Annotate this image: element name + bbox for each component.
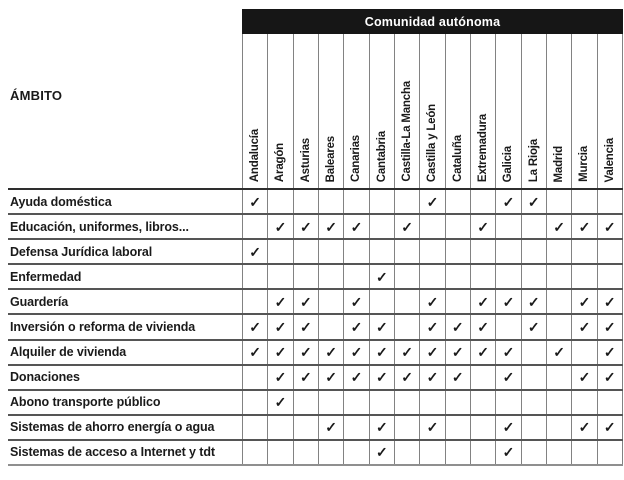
check-cell-asturias	[293, 215, 318, 238]
check-cell-extremadura	[470, 416, 495, 439]
check-cell-la-rioja	[521, 215, 546, 238]
column-header-label: Murcia	[578, 146, 591, 182]
check-cell-baleares	[318, 215, 343, 238]
check-cell-cataluna	[445, 240, 470, 263]
row-axis-title: ÁMBITO	[10, 88, 63, 103]
check-cell-cataluna	[445, 265, 470, 288]
check-icon: ✓	[375, 344, 388, 361]
check-icon: ✓	[299, 293, 312, 310]
check-cell-cantabria	[369, 416, 394, 439]
check-cell-galicia	[495, 190, 520, 213]
table-row-alquiler-de-vivienda	[8, 341, 623, 366]
check-cell-aragon	[267, 215, 292, 238]
check-icon: ✓	[249, 193, 262, 210]
check-cell-extremadura	[470, 341, 495, 364]
check-cell-madrid	[546, 190, 571, 213]
check-cell-valencia	[597, 416, 623, 439]
check-cell-aragon	[267, 366, 292, 389]
check-cell-la-rioja	[521, 265, 546, 288]
column-header-label: Baleares	[325, 135, 338, 182]
check-cell-cataluna	[445, 416, 470, 439]
check-cell-extremadura	[470, 190, 495, 213]
check-cell-madrid	[546, 441, 571, 464]
check-cell-baleares	[318, 190, 343, 213]
check-icon: ✓	[274, 394, 287, 411]
check-icon: ✓	[603, 218, 616, 235]
check-icon: ✓	[502, 419, 515, 436]
column-header-murcia	[571, 34, 596, 188]
check-cell-asturias	[293, 441, 318, 464]
check-icon: ✓	[603, 319, 616, 336]
column-header-label: La Rioja	[527, 138, 540, 182]
check-cell-cataluna	[445, 441, 470, 464]
check-cell-andalucia	[242, 416, 267, 439]
check-cell-castilla-la-mancha	[394, 265, 419, 288]
check-cell-castilla-la-mancha	[394, 366, 419, 389]
check-cell-madrid	[546, 366, 571, 389]
check-cell-castilla-y-leon	[419, 341, 444, 364]
check-icon: ✓	[578, 319, 591, 336]
check-icon: ✓	[603, 293, 616, 310]
column-header-castilla-y-leon	[419, 34, 444, 188]
check-cell-andalucia	[242, 290, 267, 313]
table-row-abono-transporte-publico	[8, 391, 623, 416]
check-cell-baleares	[318, 315, 343, 338]
check-cell-valencia	[597, 215, 623, 238]
check-cell-andalucia	[242, 315, 267, 338]
check-cell-madrid	[546, 240, 571, 263]
check-cell-madrid	[546, 391, 571, 414]
check-icon: ✓	[325, 369, 338, 386]
check-icon: ✓	[603, 344, 616, 361]
check-cell-andalucia	[242, 190, 267, 213]
check-cell-la-rioja	[521, 416, 546, 439]
check-cell-murcia	[571, 215, 596, 238]
check-cell-castilla-y-leon	[419, 391, 444, 414]
check-cell-asturias	[293, 265, 318, 288]
check-cell-andalucia	[242, 366, 267, 389]
check-cell-castilla-y-leon	[419, 290, 444, 313]
check-icon: ✓	[553, 344, 565, 361]
column-header-la-rioja	[521, 34, 546, 188]
check-cell-baleares	[318, 416, 343, 439]
check-icon: ✓	[426, 344, 439, 361]
check-cell-galicia	[495, 441, 520, 464]
check-cell-baleares	[318, 240, 343, 263]
column-header-galicia	[495, 34, 520, 188]
check-icon: ✓	[299, 218, 312, 235]
check-icon: ✓	[451, 344, 464, 361]
check-icon: ✓	[553, 218, 565, 235]
table-row-donaciones	[8, 366, 623, 391]
column-header-label: Extremadura	[477, 113, 490, 182]
check-cell-madrid	[546, 315, 571, 338]
check-cell-asturias	[293, 315, 318, 338]
check-cell-galicia	[495, 391, 520, 414]
check-icon: ✓	[477, 293, 489, 310]
check-cell-andalucia	[242, 265, 267, 288]
check-cell-canarias	[343, 441, 368, 464]
check-cell-madrid	[546, 265, 571, 288]
check-cell-cantabria	[369, 441, 394, 464]
check-cell-aragon	[267, 265, 292, 288]
check-cell-asturias	[293, 290, 318, 313]
check-cell-aragon	[267, 240, 292, 263]
check-icon: ✓	[578, 419, 591, 436]
check-cell-la-rioja	[521, 315, 546, 338]
check-cell-cantabria	[369, 391, 394, 414]
check-cell-cantabria	[369, 290, 394, 313]
check-cell-castilla-la-mancha	[394, 290, 419, 313]
check-cell-cataluna	[445, 391, 470, 414]
check-cell-madrid	[546, 290, 571, 313]
check-icon: ✓	[249, 319, 262, 336]
check-icon: ✓	[350, 218, 363, 235]
check-cell-aragon	[267, 416, 292, 439]
check-cell-galicia	[495, 366, 520, 389]
column-header-label: Madrid	[553, 145, 566, 182]
check-cell-canarias	[343, 341, 368, 364]
check-cell-castilla-y-leon	[419, 416, 444, 439]
check-icon: ✓	[375, 369, 388, 386]
check-cell-murcia	[571, 366, 596, 389]
column-header-label: Valencia	[603, 137, 616, 182]
check-icon: ✓	[477, 319, 489, 336]
table-row-guarderia	[8, 290, 623, 315]
check-icon: ✓	[527, 319, 540, 336]
check-cell-la-rioja	[521, 391, 546, 414]
check-cell-canarias	[343, 366, 368, 389]
row-label: Inversión o reforma de vivienda	[10, 320, 196, 335]
column-header-label: Asturias	[299, 137, 312, 182]
check-cell-galicia	[495, 265, 520, 288]
check-cell-valencia	[597, 290, 623, 313]
column-header-label: Andalucía	[249, 128, 262, 182]
column-header-castilla-la-mancha	[394, 34, 419, 188]
check-cell-asturias	[293, 391, 318, 414]
column-header-label: Cantabria	[375, 130, 388, 182]
check-icon: ✓	[477, 218, 489, 235]
check-cell-castilla-la-mancha	[394, 215, 419, 238]
check-icon: ✓	[578, 218, 591, 235]
check-cell-cataluna	[445, 190, 470, 213]
check-icon: ✓	[249, 344, 262, 361]
column-header-label: Castilla y León	[426, 103, 439, 182]
check-icon: ✓	[274, 369, 287, 386]
check-cell-cataluna	[445, 366, 470, 389]
check-cell-castilla-la-mancha	[394, 416, 419, 439]
check-icon: ✓	[299, 319, 312, 336]
check-cell-castilla-y-leon	[419, 441, 444, 464]
check-cell-la-rioja	[521, 366, 546, 389]
check-icon: ✓	[350, 293, 363, 310]
check-icon: ✓	[325, 419, 338, 436]
check-cell-aragon	[267, 190, 292, 213]
column-group-title: Comunidad autónoma	[364, 14, 501, 29]
row-label: Guardería	[10, 294, 69, 309]
column-header-baleares	[318, 34, 343, 188]
check-icon: ✓	[603, 369, 616, 386]
check-cell-valencia	[597, 391, 623, 414]
check-icon: ✓	[274, 319, 287, 336]
row-label: Abono transporte público	[10, 395, 161, 410]
check-cell-valencia	[597, 366, 623, 389]
check-cell-extremadura	[470, 215, 495, 238]
check-icon: ✓	[426, 319, 439, 336]
column-header-canarias	[343, 34, 368, 188]
check-cell-extremadura	[470, 290, 495, 313]
check-cell-cantabria	[369, 366, 394, 389]
check-cell-castilla-y-leon	[419, 315, 444, 338]
check-cell-canarias	[343, 240, 368, 263]
check-icon: ✓	[578, 369, 591, 386]
check-cell-castilla-la-mancha	[394, 441, 419, 464]
check-cell-asturias	[293, 416, 318, 439]
check-cell-extremadura	[470, 441, 495, 464]
check-cell-cataluna	[445, 215, 470, 238]
check-icon: ✓	[502, 444, 515, 461]
check-cell-baleares	[318, 290, 343, 313]
check-icon: ✓	[477, 344, 489, 361]
row-label: Educación, uniformes, libros...	[10, 219, 189, 234]
check-icon: ✓	[299, 369, 312, 386]
check-cell-castilla-la-mancha	[394, 315, 419, 338]
check-cell-asturias	[293, 240, 318, 263]
check-cell-castilla-y-leon	[419, 190, 444, 213]
check-cell-canarias	[343, 315, 368, 338]
row-label: Alquiler de vivienda	[10, 345, 127, 360]
check-icon: ✓	[603, 419, 616, 436]
check-cell-aragon	[267, 391, 292, 414]
check-cell-la-rioja	[521, 341, 546, 364]
column-header-extremadura	[470, 34, 495, 188]
check-icon: ✓	[375, 419, 388, 436]
check-cell-aragon	[267, 290, 292, 313]
check-cell-extremadura	[470, 240, 495, 263]
column-header-label: Canarias	[350, 135, 363, 182]
column-header-label: Castilla-La Mancha	[401, 81, 414, 182]
check-icon: ✓	[426, 419, 439, 436]
check-icon: ✓	[375, 319, 388, 336]
check-cell-murcia	[571, 190, 596, 213]
check-icon: ✓	[350, 369, 363, 386]
check-cell-cantabria	[369, 265, 394, 288]
check-cell-galicia	[495, 215, 520, 238]
check-cell-extremadura	[470, 265, 495, 288]
table-row-ayuda-domestica	[8, 190, 623, 215]
check-icon: ✓	[325, 218, 338, 235]
check-cell-la-rioja	[521, 441, 546, 464]
column-header-cantabria	[369, 34, 394, 188]
check-icon: ✓	[527, 193, 540, 210]
column-headers	[242, 34, 623, 188]
check-icon: ✓	[401, 369, 413, 386]
check-icon: ✓	[375, 444, 388, 461]
check-icon: ✓	[502, 293, 515, 310]
check-cell-valencia	[597, 341, 623, 364]
column-group-header	[242, 9, 623, 34]
check-cell-galicia	[495, 315, 520, 338]
row-label: Enfermedad	[10, 269, 82, 284]
check-cell-andalucia	[242, 441, 267, 464]
check-cell-andalucia	[242, 240, 267, 263]
check-icon: ✓	[502, 193, 515, 210]
check-icon: ✓	[451, 319, 464, 336]
check-cell-baleares	[318, 441, 343, 464]
check-cell-la-rioja	[521, 190, 546, 213]
table-row-defensa-juridica-laboral	[8, 240, 623, 265]
check-icon: ✓	[426, 193, 439, 210]
row-label: Donaciones	[10, 370, 80, 385]
check-icon: ✓	[527, 293, 540, 310]
check-cell-cantabria	[369, 341, 394, 364]
check-cell-baleares	[318, 366, 343, 389]
check-icon: ✓	[249, 243, 262, 260]
table-row-sistemas-de-acceso-a-internet-y-tdt	[8, 441, 623, 466]
column-header-asturias	[293, 34, 318, 188]
row-label: Sistemas de acceso a Internet y tdt	[10, 445, 215, 460]
column-header-cataluna	[445, 34, 470, 188]
check-icon: ✓	[426, 293, 439, 310]
check-cell-galicia	[495, 240, 520, 263]
check-icon: ✓	[325, 344, 338, 361]
check-cell-baleares	[318, 265, 343, 288]
check-cell-madrid	[546, 215, 571, 238]
check-icon: ✓	[502, 369, 515, 386]
column-header-label: Cataluña	[451, 135, 464, 182]
check-cell-cataluna	[445, 290, 470, 313]
check-cell-baleares	[318, 341, 343, 364]
check-cell-valencia	[597, 441, 623, 464]
check-cell-murcia	[571, 290, 596, 313]
check-cell-canarias	[343, 265, 368, 288]
check-cell-asturias	[293, 366, 318, 389]
table-row-educacion-uniformes-libros	[8, 215, 623, 240]
check-cell-castilla-y-leon	[419, 366, 444, 389]
check-cell-castilla-la-mancha	[394, 190, 419, 213]
check-cell-cantabria	[369, 215, 394, 238]
check-cell-cantabria	[369, 190, 394, 213]
check-cell-aragon	[267, 315, 292, 338]
check-cell-murcia	[571, 416, 596, 439]
check-cell-extremadura	[470, 315, 495, 338]
check-cell-aragon	[267, 441, 292, 464]
table-row-enfermedad	[8, 265, 623, 290]
check-cell-castilla-y-leon	[419, 215, 444, 238]
check-cell-asturias	[293, 341, 318, 364]
check-cell-murcia	[571, 441, 596, 464]
check-cell-murcia	[571, 265, 596, 288]
check-cell-extremadura	[470, 366, 495, 389]
check-icon: ✓	[578, 293, 591, 310]
check-cell-castilla-la-mancha	[394, 240, 419, 263]
column-header-madrid	[546, 34, 571, 188]
check-cell-andalucia	[242, 341, 267, 364]
check-icon: ✓	[375, 268, 388, 285]
check-cell-castilla-la-mancha	[394, 391, 419, 414]
check-cell-galicia	[495, 341, 520, 364]
check-icon: ✓	[274, 344, 287, 361]
check-icon: ✓	[350, 319, 363, 336]
check-cell-castilla-la-mancha	[394, 341, 419, 364]
check-icon: ✓	[274, 218, 287, 235]
check-cell-aragon	[267, 341, 292, 364]
check-cell-la-rioja	[521, 240, 546, 263]
check-cell-canarias	[343, 416, 368, 439]
check-cell-cataluna	[445, 341, 470, 364]
check-cell-andalucia	[242, 391, 267, 414]
check-cell-cantabria	[369, 240, 394, 263]
column-header-label: Galicia	[502, 145, 515, 182]
check-icon: ✓	[401, 218, 413, 235]
check-cell-murcia	[571, 315, 596, 338]
row-label: Defensa Jurídica laboral	[10, 244, 153, 259]
table-row-sistemas-de-ahorro-energia-o-agua	[8, 416, 623, 441]
check-cell-canarias	[343, 290, 368, 313]
column-header-valencia	[597, 34, 623, 188]
check-cell-valencia	[597, 265, 623, 288]
column-header-label: Aragón	[274, 142, 287, 182]
row-label: Ayuda doméstica	[10, 194, 112, 209]
check-cell-cantabria	[369, 315, 394, 338]
check-cell-cataluna	[445, 315, 470, 338]
check-cell-canarias	[343, 391, 368, 414]
check-cell-valencia	[597, 190, 623, 213]
table-row-inversion-o-reforma-de-vivienda	[8, 315, 623, 340]
check-icon: ✓	[451, 369, 464, 386]
column-header-andalucia	[242, 34, 267, 188]
check-icon: ✓	[350, 344, 363, 361]
check-cell-andalucia	[242, 215, 267, 238]
table-body	[8, 188, 623, 466]
check-cell-madrid	[546, 416, 571, 439]
check-cell-extremadura	[470, 391, 495, 414]
check-cell-canarias	[343, 215, 368, 238]
check-cell-murcia	[571, 240, 596, 263]
check-icon: ✓	[274, 293, 287, 310]
column-header-aragon	[267, 34, 292, 188]
check-cell-baleares	[318, 391, 343, 414]
check-cell-castilla-y-leon	[419, 265, 444, 288]
check-cell-la-rioja	[521, 290, 546, 313]
check-cell-asturias	[293, 190, 318, 213]
check-icon: ✓	[401, 344, 413, 361]
check-icon: ✓	[299, 344, 312, 361]
check-cell-castilla-y-leon	[419, 240, 444, 263]
check-cell-valencia	[597, 315, 623, 338]
check-cell-galicia	[495, 416, 520, 439]
check-cell-galicia	[495, 290, 520, 313]
row-label: Sistemas de ahorro energía o agua	[10, 420, 215, 435]
check-cell-murcia	[571, 341, 596, 364]
check-cell-valencia	[597, 240, 623, 263]
check-cell-madrid	[546, 341, 571, 364]
check-cell-murcia	[571, 391, 596, 414]
check-cell-canarias	[343, 190, 368, 213]
check-icon: ✓	[426, 369, 439, 386]
check-icon: ✓	[502, 344, 515, 361]
